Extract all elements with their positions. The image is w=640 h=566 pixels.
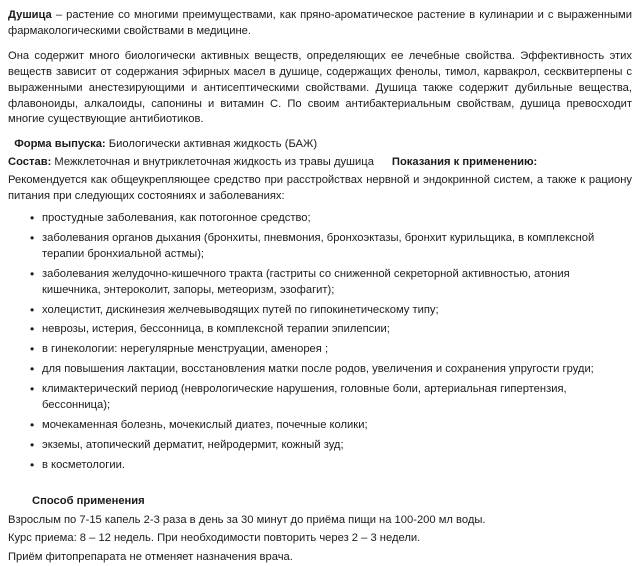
composition-line <box>8 155 632 171</box>
list-item: • экземы, атопический дерматит, нейродермит, кожный зуд; <box>42 438 632 454</box>
form-line <box>8 137 632 153</box>
list-item: • простудные заболевания, как потогонное средство; <box>42 211 632 227</box>
list-item: • для повышения лактации, восстановления матки после родов, увеличения и сохранения упругости груди; <box>42 362 632 378</box>
list-item: • в косметологии. <box>42 458 632 474</box>
list-item: • неврозы, истерия, бессонница, в комплексной терапии эпилепсии; <box>42 322 632 338</box>
list-item: • заболевания желудочно-кишечного тракта (гастриты со сниженной секреторной активностью, атония кишечника, энтероколит, запоры, метеоризм, эзофагит); <box>42 267 632 299</box>
recommendation-paragraph: Рекомендуется как общеукрепляющее средство при расстройствах нервной и эндокринной систем, а также к рациону питания при следующих состояниях и заболеваниях: <box>8 174 632 203</box>
section-spacer <box>8 482 632 494</box>
intro-paragraph-1 <box>8 8 632 40</box>
form-value: Биологически активная жидкость (БАЖ) <box>105 138 318 151</box>
list-item: • мочекаменная болезнь, мочекислый диатез, почечные колики; <box>42 418 632 434</box>
method-line-3: Приём фитопрепарата не отменяет назначения врача. <box>8 551 293 564</box>
form-label: Форма выпуска: <box>14 138 106 151</box>
plant-name: Душица <box>8 9 52 21</box>
list-item: • в гинекологии: нерегулярные менструации, аменорея ; <box>42 342 632 358</box>
intro-lead-rest: – растение со многими преимуществами, как пряно-ароматическое растение в кулинарии и с выраженными фармакологическими свойствами в медицине. <box>8 9 632 37</box>
intro-paragraph-2: Она содержит много биологически активных веществ, определяющих ее лечебные свойства. Эффективность этих веществ зависит от содержания эфирных масел в душице, содержащих фенолы, тимол, карвакрол, сесквитерпены с выраженными анестезирующими и антисептическими свойствами. Душица также содержит дубильные вещества, флавоноиды, алкалоиды, сапонины и витамин С. По своим антибактериальным свойствам, душица превосходит многие существующие антибиотиков. <box>8 49 632 126</box>
method-title: Способ применения <box>32 494 145 507</box>
composition-value: Межклеточная и внутриклеточная жидкость из травы душица <box>51 156 374 169</box>
method-line-1: Взрослым по 7-15 капель 2-3 раза в день за 30 минут до приёма пищи на 100-200 мл воды. <box>8 513 486 526</box>
list-item: • холецистит, дискинезия желчевыводящих путей по гипокинетическому типу; <box>42 303 632 319</box>
indications-label: Показания к применению: <box>391 156 538 169</box>
method-line-2: Курс приема: 8 – 12 недель. При необходимости повторить через 2 – 3 недели. <box>8 532 421 545</box>
composition-label: Состав: <box>8 156 52 169</box>
list-item: • заболевания органов дыхания (бронхиты, пневмония, бронхоэктазы, бронхит курильщика, в комплексной терапии бронхиальной астмы); <box>42 231 632 263</box>
indications-list <box>8 211 632 474</box>
list-item: • климактерический период (неврологические нарушения, головные боли, артериальная гипертензия, бессонница); <box>42 382 632 414</box>
